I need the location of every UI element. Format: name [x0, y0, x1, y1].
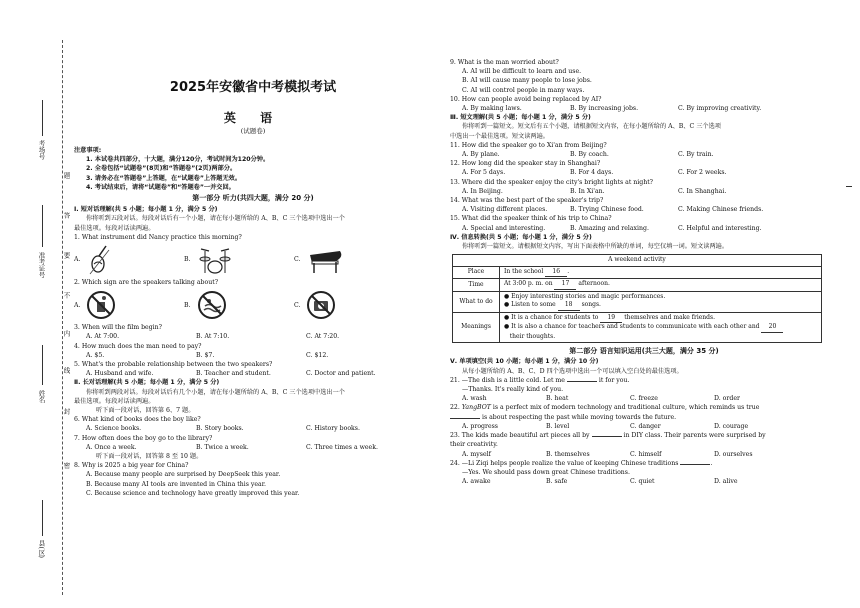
blank-17: 17: [554, 280, 576, 290]
option: A. In Beijing.: [462, 187, 503, 195]
paper-label: (试题卷): [240, 127, 266, 135]
option: B. level: [546, 422, 570, 430]
activity-table: [452, 254, 822, 343]
q10-options: [450, 104, 838, 113]
cell-text: afternoon.: [578, 280, 610, 288]
note-item: 1. 本试卷共四部分，十大题，满分120分，考试时间为120分钟。: [86, 156, 270, 164]
row-label: Time: [453, 279, 500, 292]
option: A. Visiting different places.: [462, 206, 548, 214]
cell-text: In the school: [504, 267, 544, 275]
part1-title: 第一部分 听力(共四大题，满分 20 分): [192, 194, 314, 203]
option: C. Doctor and patient.: [306, 370, 376, 378]
answer-blank: [567, 381, 597, 382]
cell-text: At 3:00 p. m. on: [504, 280, 553, 288]
option: B. safe: [546, 478, 568, 486]
instruction: 你将听到一篇短文。请根据短文内容，写出下面表格中所缺的单词，每空仅填一词。短文读两遍。: [462, 243, 729, 251]
part2-title: 第二部分 语言知识运用(共三大题，满分 35 分): [569, 347, 719, 356]
violin-icon: [86, 244, 112, 276]
question-5: 5. What's the probable relationship between the two speakers?: [74, 361, 273, 369]
option: A. Because many people are surprised by DeepSeek this year.: [86, 471, 281, 479]
question-24: 24. —Li Ziqi helps people realize the value of keeping Chinese traditions .: [450, 459, 713, 467]
question-number: 22.: [450, 404, 460, 412]
table-row: [453, 312, 822, 343]
option: C. $12.: [306, 351, 329, 359]
question-text: YangBOT: [461, 404, 491, 412]
instruction: 你将听到一篇短文。短文后有五个小题，请根据短文内容，在每小题所给的 A、B、C 三个选项: [462, 123, 721, 131]
option: A. Science books.: [86, 425, 142, 433]
row-content: ● Enjoy interesting stories and magic performances. ● Listen to some 18 songs.: [500, 291, 822, 312]
q24-options: [450, 477, 838, 486]
question-12: 12. How long did the speaker stay in Shanghai?: [450, 160, 601, 168]
question-22-cont: [450, 413, 838, 422]
margin-field-room-line: [42, 100, 43, 136]
seal-char: 内: [62, 330, 71, 337]
sub-instruction: 听下面一段对话，回答第 6、7 题。: [96, 407, 195, 415]
row-content: ● It is a chance for students to 19 themselves and make friends. ● It is also a chance for teachers and students to communicate with each other and 20 their thoughts.: [500, 312, 822, 343]
blank-19: 19: [600, 314, 622, 324]
q22-options: [450, 422, 838, 431]
question-15: 15. What did the speaker think of his trip to China?: [450, 215, 612, 223]
option: A. At 7:00.: [86, 333, 120, 341]
row-label: What to do: [453, 291, 500, 312]
cell-text: songs.: [581, 301, 601, 309]
margin-field-ticket: 准考证号: [37, 252, 46, 278]
option: B. By coach.: [570, 151, 609, 159]
section-heading: Ⅳ. 信息转换(共 5 小题；每小题 1 分，满分 5 分): [450, 233, 592, 241]
option: A. By plane.: [462, 151, 500, 159]
question-1: 1. What instrument did Nancy practice this morning?: [74, 233, 242, 241]
option: C. AI will control people in many ways.: [462, 86, 585, 94]
q12-options: [450, 168, 838, 177]
option: C. For 2 weeks.: [678, 169, 727, 177]
no-photography-sign-icon: [306, 290, 336, 320]
notes-heading: 注意事项:: [74, 147, 102, 154]
option: C. By train.: [678, 151, 714, 159]
q1-option-c: C.: [294, 245, 404, 275]
option: C. Making Chinese friends.: [678, 206, 764, 214]
margin-field-room: 考场号: [37, 140, 46, 160]
section-heading: Ⅱ. 长对话理解(共 5 小题；每小题 1 分，满分 5 分): [74, 379, 220, 387]
option: B. Because many AI tools are invented in China this year.: [86, 480, 266, 488]
section-heading: Ⅲ. 短文理解(共 5 小题；每小题 1 分，满分 5 分): [450, 114, 591, 122]
row-content: [500, 279, 822, 292]
q4-options: [74, 351, 432, 360]
answer-blank: [680, 464, 710, 465]
option: C. At 7:20.: [306, 333, 340, 341]
blank-20: 20: [761, 323, 783, 333]
seal-dashed-line: [62, 40, 63, 595]
seal-char: 答: [62, 212, 71, 219]
blank-16: 16: [545, 268, 567, 278]
option: C. Three times a week.: [306, 443, 378, 451]
instruction: 从每小题所给的 A、B、C、D 四个选项中选出一个可以填入空白处的最佳选项。: [462, 367, 683, 375]
q15-options: [450, 224, 838, 233]
question-22: [450, 403, 838, 412]
left-column: [74, 80, 432, 498]
option: B. Teacher and student.: [196, 370, 271, 378]
sub-instruction: 听下面一段对话，回答第 8 至 10 题。: [96, 453, 203, 461]
margin-field-county: 县(区): [37, 540, 46, 559]
answer-blank: [450, 418, 480, 419]
margin-field-county-line: [42, 500, 43, 536]
q6-options: [74, 424, 432, 433]
dialogue-line: —Thanks. It's really kind of you.: [462, 386, 564, 394]
margin-field-name-line: [42, 345, 43, 385]
question-4: 4. How much does the man need to pay?: [74, 342, 202, 350]
row-label: Meanings: [453, 312, 500, 343]
option: D. ourselves: [714, 450, 753, 458]
option: A. progress: [462, 422, 498, 430]
table-row: [453, 266, 822, 279]
question-text: 23. The kids made beautiful art pieces all by: [450, 432, 590, 440]
q1-option-b: B.: [184, 245, 294, 275]
option: B. Amazing and relaxing.: [570, 224, 649, 232]
q3-options: [74, 332, 432, 341]
cell-text: their thoughts.: [509, 332, 556, 340]
question-8: 8. Why is 2025 a big year for China?: [74, 462, 189, 470]
option: D. order: [714, 395, 740, 403]
option: A. Once a week.: [86, 443, 137, 451]
option: C. quiet: [630, 478, 655, 486]
q23-options: [450, 450, 838, 459]
option: C. History books.: [306, 425, 360, 433]
option: D. courage: [714, 422, 749, 430]
option: B. heat: [546, 395, 569, 403]
section-heading: Ⅴ. 单项填空(共 10 小题；每小题 1 分，满分 10 分): [450, 358, 599, 366]
instruction: 你将听到两段对话。每段对话后有几个小题，请在每小题所给的 A、B、C 三个选项中选出一个: [86, 388, 345, 396]
option: A. myself: [462, 450, 491, 458]
dialogue-line: —Yes. We should pass down great Chinese traditions.: [462, 468, 630, 476]
instruction: 最佳选项。每段对话读两遍。: [74, 224, 155, 232]
note-item: 4. 考试结束后，请将“试题卷”和“答题卷”一并交回。: [86, 183, 235, 191]
option: B. themselves: [546, 450, 590, 458]
option: B. AI will cause many people to lose jobs.: [462, 77, 592, 85]
question-2: 2. Which sign are the speakers talking about?: [74, 279, 219, 287]
seal-char: 封: [62, 408, 71, 415]
option: C. By improving creativity.: [678, 105, 762, 113]
question-11: 11. How did the speaker go to Xi'an from Beijing?: [450, 141, 607, 149]
question-6: 6. What kind of books does the boy like?: [74, 416, 201, 424]
option: B. $7.: [196, 351, 215, 359]
option: A. AI will be difficult to learn and use.: [462, 68, 582, 76]
q11-options: [450, 150, 838, 159]
option: A. awake: [462, 478, 491, 486]
q13-options: [450, 187, 838, 196]
option: C. himself: [630, 450, 662, 458]
row-label: Place: [453, 266, 500, 279]
q1-options: [74, 242, 432, 278]
q7-options: [74, 443, 432, 452]
binding-margin: [0, 0, 80, 608]
cell-text: It is also a chance for teachers and students to communicate with each other and: [511, 323, 760, 331]
option: C. danger: [630, 422, 661, 430]
subject-title: 英 语: [223, 111, 283, 125]
q2-option-a: A.: [74, 290, 184, 320]
instruction: 中选出一个最佳选项。短文读两遍。: [450, 132, 549, 140]
option: A. By making laws.: [462, 105, 522, 113]
q2-options: [74, 287, 432, 323]
blank-18: 18: [558, 301, 580, 311]
option: B. Twice a week.: [196, 443, 249, 451]
table-row: [453, 279, 822, 292]
option: C. Because science and technology have greatly improved this year.: [86, 489, 300, 497]
question-text: is about respecting the past while moving towards the future.: [481, 413, 677, 421]
table-title: A weekend activity: [453, 255, 822, 267]
option: A. For 5 days.: [462, 169, 506, 177]
option: B. For 4 days.: [570, 169, 614, 177]
piano-icon: [306, 245, 346, 275]
option: B. At 7:10.: [196, 333, 230, 341]
question-text: it for you.: [598, 376, 630, 384]
margin-field-name: 姓名: [37, 390, 46, 403]
question-text: in DIY class. Their parents were surprised by: [623, 432, 766, 440]
question-9: 9. What is the man worried about?: [450, 59, 559, 66]
q2-option-b: B.: [184, 290, 294, 320]
page-title: 2025年安徽省中考模拟考试: [169, 80, 337, 95]
question-3: 3. When will the film begin?: [74, 324, 162, 332]
q21-options: [450, 394, 838, 403]
question-13: 13. Where did the speaker enjoy the city's bright lights at night?: [450, 178, 653, 186]
option: D. alive: [714, 478, 738, 486]
option: C. In Shanghai.: [678, 187, 727, 195]
question-21: [450, 376, 838, 385]
option: A. Special and interesting.: [462, 224, 546, 232]
option: A. wash: [462, 395, 487, 403]
cell-text: themselves and make friends.: [624, 313, 715, 321]
option: B. Trying Chinese food.: [570, 206, 644, 214]
q14-options: [450, 205, 838, 214]
question-text: is a perfect mix of modern technology and traditional culture, which reminds us true: [492, 404, 760, 412]
fold-mark: [846, 186, 852, 187]
question-7: 7. How often does the boy go to the library?: [74, 434, 213, 442]
seal-char: 题: [62, 172, 71, 179]
instruction: 你将听到五段对话。每段对话后有一个小题，请在每小题所给的 A、B、C 三个选项中选出一个: [86, 215, 345, 223]
no-littering-sign-icon: [86, 290, 116, 320]
question-14: 14. What was the best part of the speaker's trip?: [450, 197, 604, 205]
question-text: 24. —Li Ziqi helps people realize the value of keeping Chinese traditions: [450, 459, 679, 467]
option: B. In Xi'an.: [570, 187, 605, 195]
question-23-cont: their creativity.: [450, 441, 498, 449]
note-item: 3. 请务必在“答题卷”上答题，在“试题卷”上答题无效。: [86, 174, 242, 182]
q2-option-c: C.: [294, 290, 404, 320]
note-item: 2. 全卷包括“试题卷”(8页)和“答题卷”(2页)两部分。: [86, 165, 237, 173]
drum-kit-icon: [197, 245, 233, 275]
seal-char: 密: [62, 462, 71, 469]
option: C. Helpful and interesting.: [678, 224, 762, 232]
question-text: 21. —The dish is a little cold. Let me: [450, 376, 565, 384]
seal-char: 线: [62, 367, 71, 374]
table-row: [453, 255, 822, 267]
seal-char: 要: [62, 252, 71, 259]
option: B. Story books.: [196, 425, 244, 433]
cell-text: Enjoy interesting stories and magic performances.: [511, 292, 666, 300]
question-23: [450, 431, 838, 440]
question-10: 10. How can people avoid being replaced by AI?: [450, 95, 602, 103]
section-heading: Ⅰ. 短对话理解(共 5 小题；每小题 1 分，满分 5 分): [74, 206, 218, 214]
option: A. Husband and wife.: [86, 370, 154, 378]
cell-text: Listen to some: [511, 301, 556, 309]
option: C. freeze: [630, 395, 658, 403]
instruction: 最佳选项。每段对话读两遍。: [74, 397, 155, 405]
option: B. By increasing jobs.: [570, 105, 639, 113]
row-content: In the school 16 .: [500, 266, 822, 279]
seal-char: 不: [62, 292, 71, 299]
margin-field-ticket-line: [42, 205, 43, 247]
cell-text: It is a chance for students to: [511, 313, 599, 321]
q5-options: [74, 369, 432, 378]
no-swimming-sign-icon: [197, 290, 227, 320]
right-column: [450, 58, 838, 486]
answer-blank: [592, 436, 622, 437]
table-row: [453, 291, 822, 312]
q1-option-a: A.: [74, 244, 184, 276]
option: A. $5.: [86, 351, 105, 359]
